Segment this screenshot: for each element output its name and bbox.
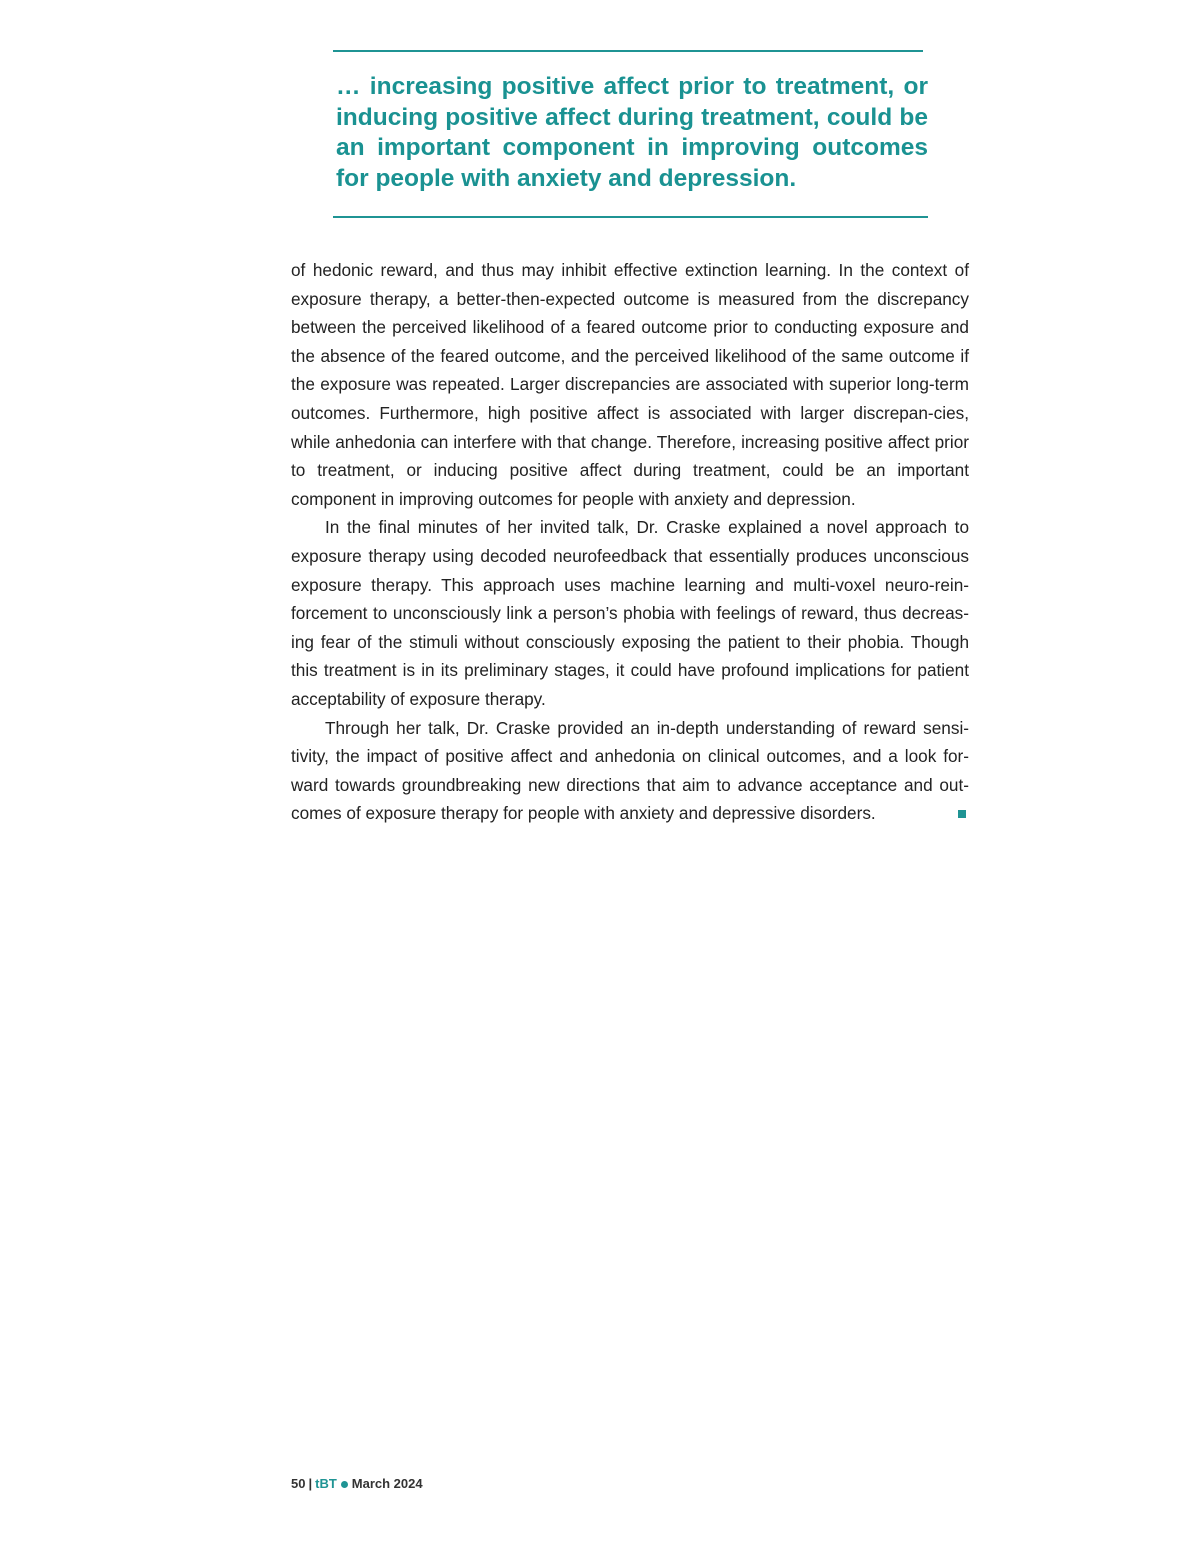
end-of-article-square-icon	[958, 810, 966, 818]
article-paragraph-last	[291, 714, 969, 828]
issue-date: March 2024	[351, 1476, 423, 1491]
bullet-dot-icon	[341, 1481, 348, 1488]
article-paragraph-text: Through her talk, Dr. Craske provided an in-depth understanding of reward sensi-tivity, the impact of positive affect and anhedonia on clinical outcomes, and a look for-ward towards groundbreaking new directions that aim to advance acceptance and out-comes of exposure therapy for people with anxiety and depressive disorders.	[291, 717, 969, 824]
article-body	[291, 256, 969, 828]
article-paragraph: In the final minutes of her invited talk, Dr. Craske explained a novel approach to exposure therapy using decoded neurofeedback that essentially produces unconscious exposure therapy. This approach uses machine learning and multi-voxel neuro-rein-forcement to unconsciously link a person’s phobia with feelings of reward, thus decreas-ing fear of the stimuli without consciously exposing the patient to their phobia. Though this treatment is in its preliminary stages, it could have profound implications for patient acceptability of exposure therapy.	[291, 517, 969, 709]
pull-quote-text: … increasing positive affect prior to treatment, or inducing positive affect during treatment, could be an important component in improving outcomes for people with anxiety and depression.	[336, 73, 928, 192]
pull-quote-bottom-rule	[333, 216, 928, 218]
page-footer	[291, 1476, 423, 1491]
pull-quote	[333, 50, 928, 218]
page-number: 50	[291, 1476, 306, 1491]
article-paragraph: of hedonic reward, and thus may inhibit effective extinction learning. In the context of exposure therapy, a better-then-expected outcome is measured from the discrepancy between the perceived likelihood of a feared outcome prior to conducting exposure and the absence of the feared outcome, and the perceived likelihood of the same outcome if the exposure was repeated. Larger discrepancies are associated with superior long-term outcomes. Furthermore, high positive affect is associated with larger discrepan-cies, while anhedonia can interfere with that change. Therefore, increasing positive affect prior to treatment, or inducing positive affect during treatment, could be an important component in improving outcomes for people with anxiety and depression.	[291, 260, 969, 509]
publication-name: tBT	[315, 1476, 337, 1491]
footer-separator: |	[308, 1476, 313, 1491]
pull-quote-top-rule	[333, 50, 923, 52]
